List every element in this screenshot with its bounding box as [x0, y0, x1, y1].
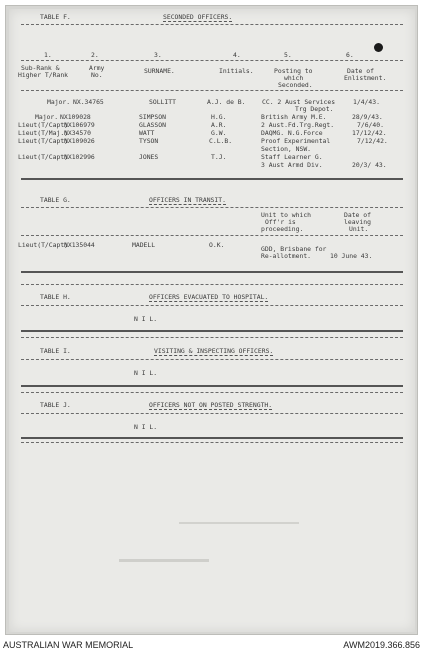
rule: [21, 359, 403, 360]
table-h-title: TABLE H.: [40, 293, 71, 301]
table-f-row5-posting: Proof Experimental: [261, 137, 331, 145]
col-number-4: 4.: [233, 51, 241, 59]
table-f-row4-date: 17/12/42.: [352, 129, 387, 137]
table-g-title: TABLE G.: [40, 196, 71, 204]
table-i-title: TABLE I.: [40, 347, 71, 355]
header-initials: Initials.: [219, 67, 254, 75]
table-j-nil: N I L.: [134, 423, 158, 431]
table-f-row2-initials: H.G.: [211, 113, 227, 121]
table-g-header-date-2: leaving: [344, 218, 371, 226]
rule: [21, 442, 403, 443]
table-f-row2-rank: Major.: [35, 113, 59, 121]
table-f-row3-no: NX106979: [64, 121, 95, 129]
table-g-header-date-1: Date of: [344, 211, 371, 219]
table-f-row5-date: 7/12/42.: [357, 137, 388, 145]
table-h-nil: N I L.: [134, 315, 158, 323]
header-posting-3: Seconded.: [278, 81, 313, 89]
typed-page: [9, 9, 415, 632]
table-f-row5-initials: C.L.B.: [209, 137, 233, 145]
table-f-row2-posting: British Army M.E.: [261, 113, 327, 121]
table-h-heading: OFFICERS EVACUATED TO HOSPITAL.: [149, 293, 269, 301]
rule: [21, 392, 403, 393]
table-f-row3-rank: Lieut(T/Capt): [18, 121, 69, 129]
header-rank-2: Higher T/Rank: [18, 71, 69, 79]
table-f-row1-rank: Major.: [47, 98, 71, 106]
table-g-unit-2: Re-allotment.: [261, 252, 312, 260]
table-f-row2-date: 28/9/43.: [352, 113, 383, 121]
header-army-2: No.: [91, 71, 103, 79]
table-f-row6-initials: T.J.: [211, 153, 227, 161]
col-number-6: 6.: [346, 51, 354, 59]
rule: [21, 337, 403, 338]
header-army-1: Army: [89, 64, 105, 72]
table-f-row5-posting-cont: Section, NSW.: [261, 145, 312, 153]
header-date-1: Date of: [347, 67, 374, 75]
rule: [21, 305, 403, 306]
table-f-row1-surname: SOLLITT: [149, 98, 176, 106]
section-rule: [21, 178, 403, 180]
section-rule: [21, 437, 403, 439]
table-g-initials: O.K.: [209, 241, 225, 249]
rule: [21, 90, 403, 91]
table-f-row5-no: NX109026: [64, 137, 95, 145]
table-f-row3-surname: GLASSON: [139, 121, 166, 129]
table-f-row4-no: NX34570: [64, 129, 91, 137]
table-g-unit-1: GDD, Brisbane for: [261, 245, 327, 253]
header-date-2: Enlistment.: [344, 74, 387, 82]
header-posting-1: Posting to: [274, 67, 313, 75]
header-posting-2: which: [284, 74, 304, 82]
table-f-row4-surname: WATT: [139, 129, 155, 137]
table-f-row4-posting: DAQMG. N.G.Force: [261, 129, 323, 137]
rule: [21, 24, 403, 25]
footer-institution: AUSTRALIAN WAR MEMORIAL: [3, 640, 134, 650]
table-f-row1-initials: A.J. de B.: [207, 98, 246, 106]
rule: [21, 235, 403, 236]
table-j-title: TABLE J.: [40, 401, 71, 409]
table-f-row6-rank: Lieut(T/Capt): [18, 153, 69, 161]
table-f-row1-posting-cont: Trg Depot.: [295, 105, 334, 113]
header-rank-1: Sub-Rank &: [21, 64, 60, 72]
rule: [21, 413, 403, 414]
table-g-header-unit-2: Off'r is: [265, 218, 296, 226]
table-f-row1-no: NX.34765: [73, 98, 104, 106]
table-f-row6-date: 20/3/ 43.: [352, 161, 387, 169]
bleed-through-mark: [179, 514, 299, 524]
section-rule: [21, 330, 403, 332]
table-i-nil: N I L.: [134, 369, 158, 377]
table-g-header-unit-1: Unit to which: [261, 211, 312, 219]
footer-accession-number: AWM2019.366.856: [343, 640, 420, 650]
table-g-header-date-3: Unit.: [349, 225, 369, 233]
table-f-row6-no: NX102996: [64, 153, 95, 161]
table-f-title: TABLE F.: [40, 13, 71, 21]
table-f-row4-initials: G.W.: [211, 129, 227, 137]
rule: [21, 207, 403, 208]
rule: [21, 60, 403, 61]
document-sheet: [5, 5, 418, 635]
table-g-date: 10 June 43.: [330, 252, 373, 260]
rule: [21, 284, 403, 285]
header-surname: SURNAME.: [144, 67, 175, 75]
table-f-row5-surname: TYSON: [139, 137, 159, 145]
table-g-no: NX135044: [64, 241, 95, 249]
punch-hole: [374, 43, 383, 52]
table-g-heading: OFFICERS IN TRANSIT.: [149, 196, 226, 204]
table-f-row6-posting: Staff Learner G.: [261, 153, 323, 161]
col-number-5: 5.: [284, 51, 292, 59]
table-j-heading: OFFICERS NOT ON POSTED STRENGTH.: [149, 401, 273, 409]
section-rule: [21, 385, 403, 387]
table-f-row2-no: NX109028: [60, 113, 91, 121]
table-f-row2-surname: SIMPSON: [139, 113, 166, 121]
table-f-row5-rank: Lieut(T/Capt): [18, 137, 69, 145]
table-g-surname: MADELL: [132, 241, 156, 249]
footer-bar: [0, 637, 423, 653]
table-f-row3-posting: 2 Aust.Fd.Trg.Regt.: [261, 121, 335, 129]
table-g-header-unit-3: proceeding.: [261, 225, 304, 233]
col-number-3: 3.: [154, 51, 162, 59]
table-i-heading: VISITING & INSPECTING OFFICERS.: [154, 347, 274, 355]
table-g-rank: Lieut(T/Capt): [18, 241, 69, 249]
bleed-through-mark: [119, 549, 209, 562]
col-number-1: 1.: [44, 51, 52, 59]
table-f-row1-posting: CC. 2 Aust Services: [262, 98, 336, 106]
table-f-row3-date: 7/6/40.: [357, 121, 384, 129]
table-f-heading: SECONDED OFFICERS.: [163, 13, 233, 21]
table-f-row3-initials: A.R.: [211, 121, 227, 129]
table-f-row4-rank: Lieut(T/Maj.): [18, 129, 69, 137]
table-f-row6-surname: JONES: [139, 153, 159, 161]
table-f-row1-date: 1/4/43.: [353, 98, 380, 106]
col-number-2: 2.: [91, 51, 99, 59]
section-rule: [21, 271, 403, 273]
table-f-row6-posting-cont: 3 Aust Armd Div.: [261, 161, 323, 169]
